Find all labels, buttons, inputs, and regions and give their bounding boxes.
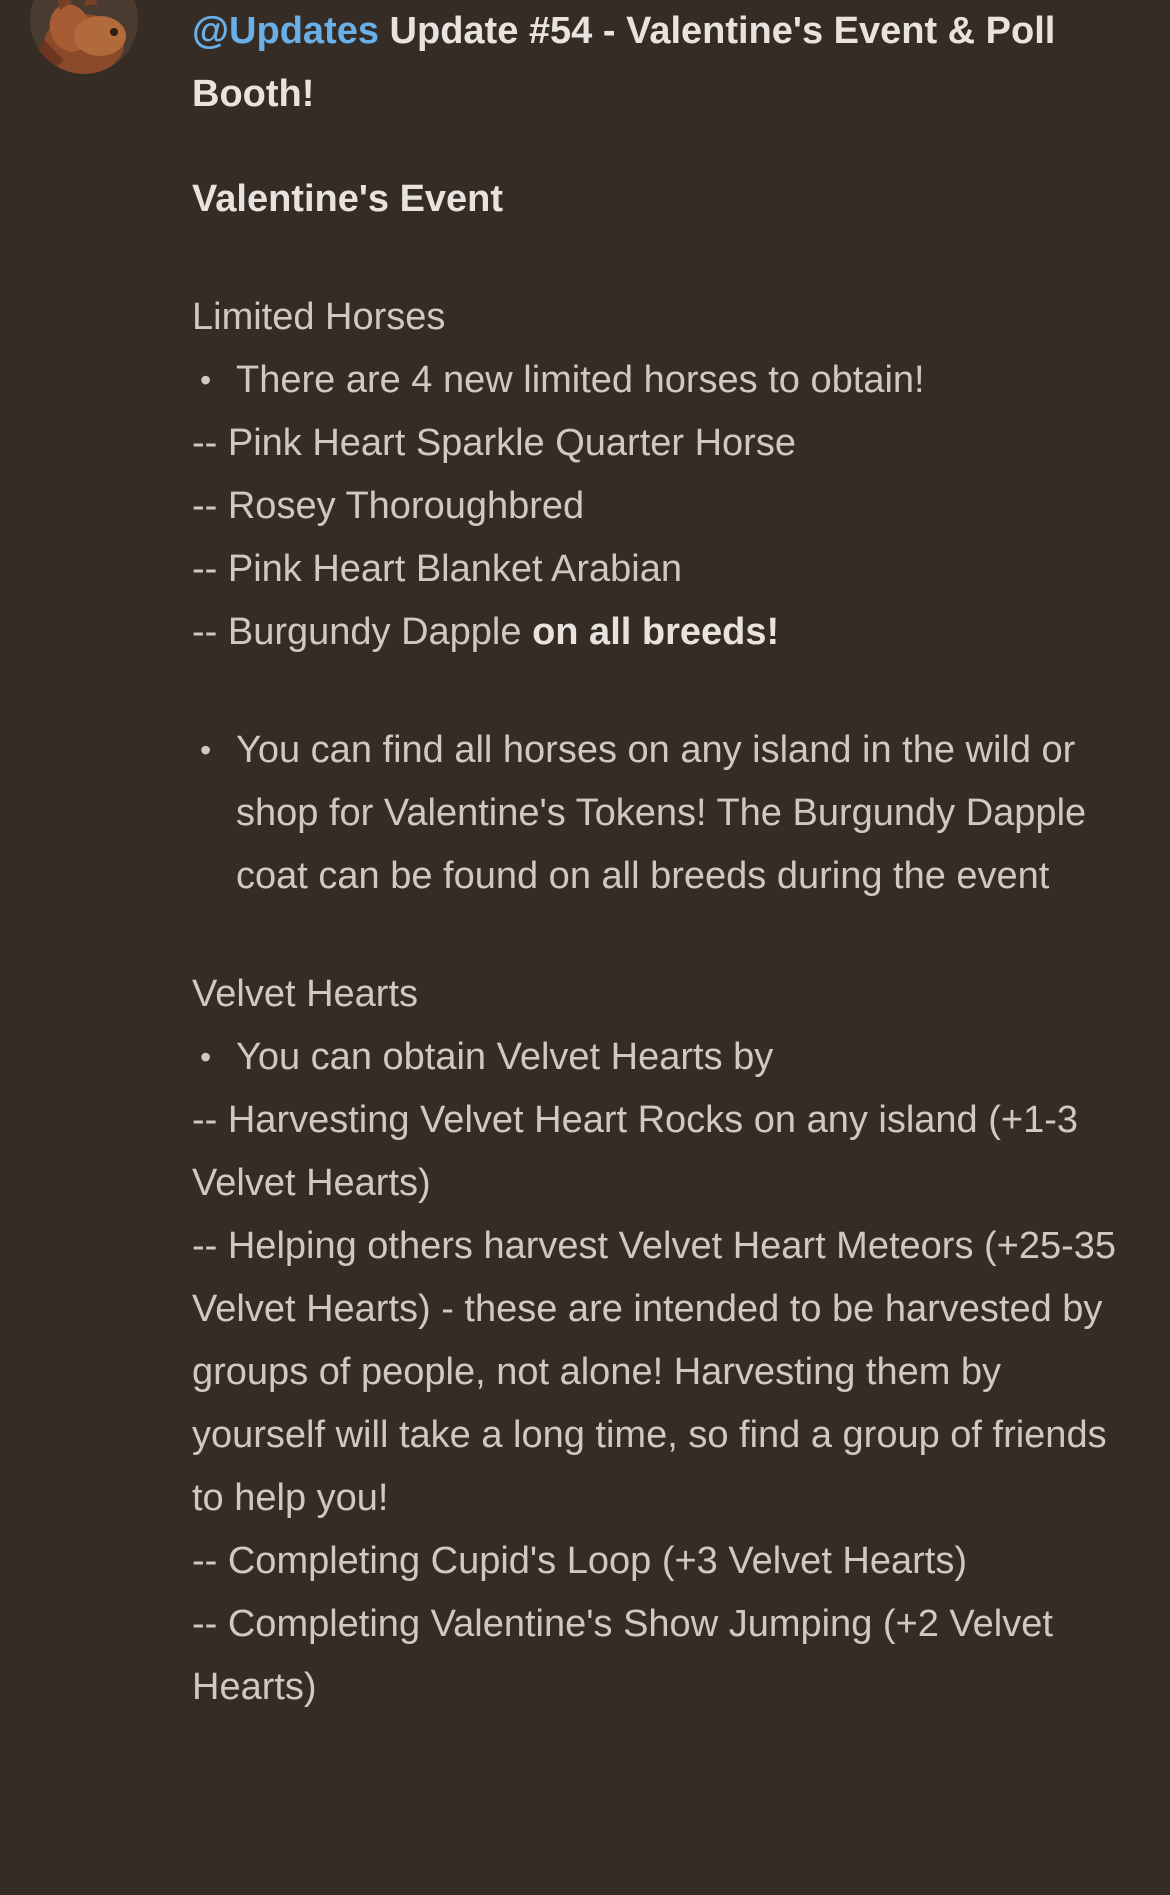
headline-text: Update #54 - Valentine's Event & Poll Booth! — [192, 10, 1056, 115]
section-title: Valentine's Event — [192, 178, 504, 220]
list-item: -- Completing Cupid's Loop (+3 Velvet Hearts) — [192, 1540, 968, 1582]
list-item: -- Pink Heart Blanket Arabian — [192, 548, 683, 590]
spacer — [192, 664, 1130, 719]
list-item: -- Completing Valentine's Show Jumping (+2 Velvet Hearts) — [192, 1603, 1053, 1708]
list-item: • You can find all horses on any island in the wild or shop for Valentine's Tokens! The Burgundy Dapple coat can be found on all breeds during the event — [192, 719, 1130, 908]
list-item: -- Helping others harvest Velvet Heart Meteors (+25-35 Velvet Hearts) - these are intended to be harvested by groups of people, not alone! Harvesting them by yourself will take a long time, so find a group of friends to help you! — [192, 1225, 1117, 1519]
message-headline — [192, 0, 1130, 126]
spacer — [192, 908, 1130, 963]
spacer — [192, 126, 1130, 168]
block-heading-velvet-hearts: Velvet Hearts — [192, 973, 418, 1015]
block-heading-limited-horses: Limited Horses — [192, 296, 446, 338]
list-item: -- Harvesting Velvet Heart Rocks on any island (+1-3 Velvet Hearts) — [192, 1099, 1079, 1204]
list-item-burgundy-dapple — [192, 601, 1130, 664]
list-item: -- Pink Heart Sparkle Quarter Horse — [192, 422, 796, 464]
mention-link[interactable]: @Updates — [192, 10, 379, 52]
dash-prefix: -- Burgundy Dapple — [192, 611, 533, 653]
list-item: -- Rosey Thoroughbred — [192, 485, 585, 527]
dash-bold: on all breeds! — [532, 611, 780, 653]
message-body — [192, 0, 1130, 1719]
list-item: • You can obtain Velvet Hearts by — [192, 1026, 1130, 1089]
list-item: • There are 4 new limited horses to obtain! — [192, 349, 1130, 412]
horse-avatar-icon[interactable] — [30, 0, 138, 74]
spacer — [192, 231, 1130, 286]
